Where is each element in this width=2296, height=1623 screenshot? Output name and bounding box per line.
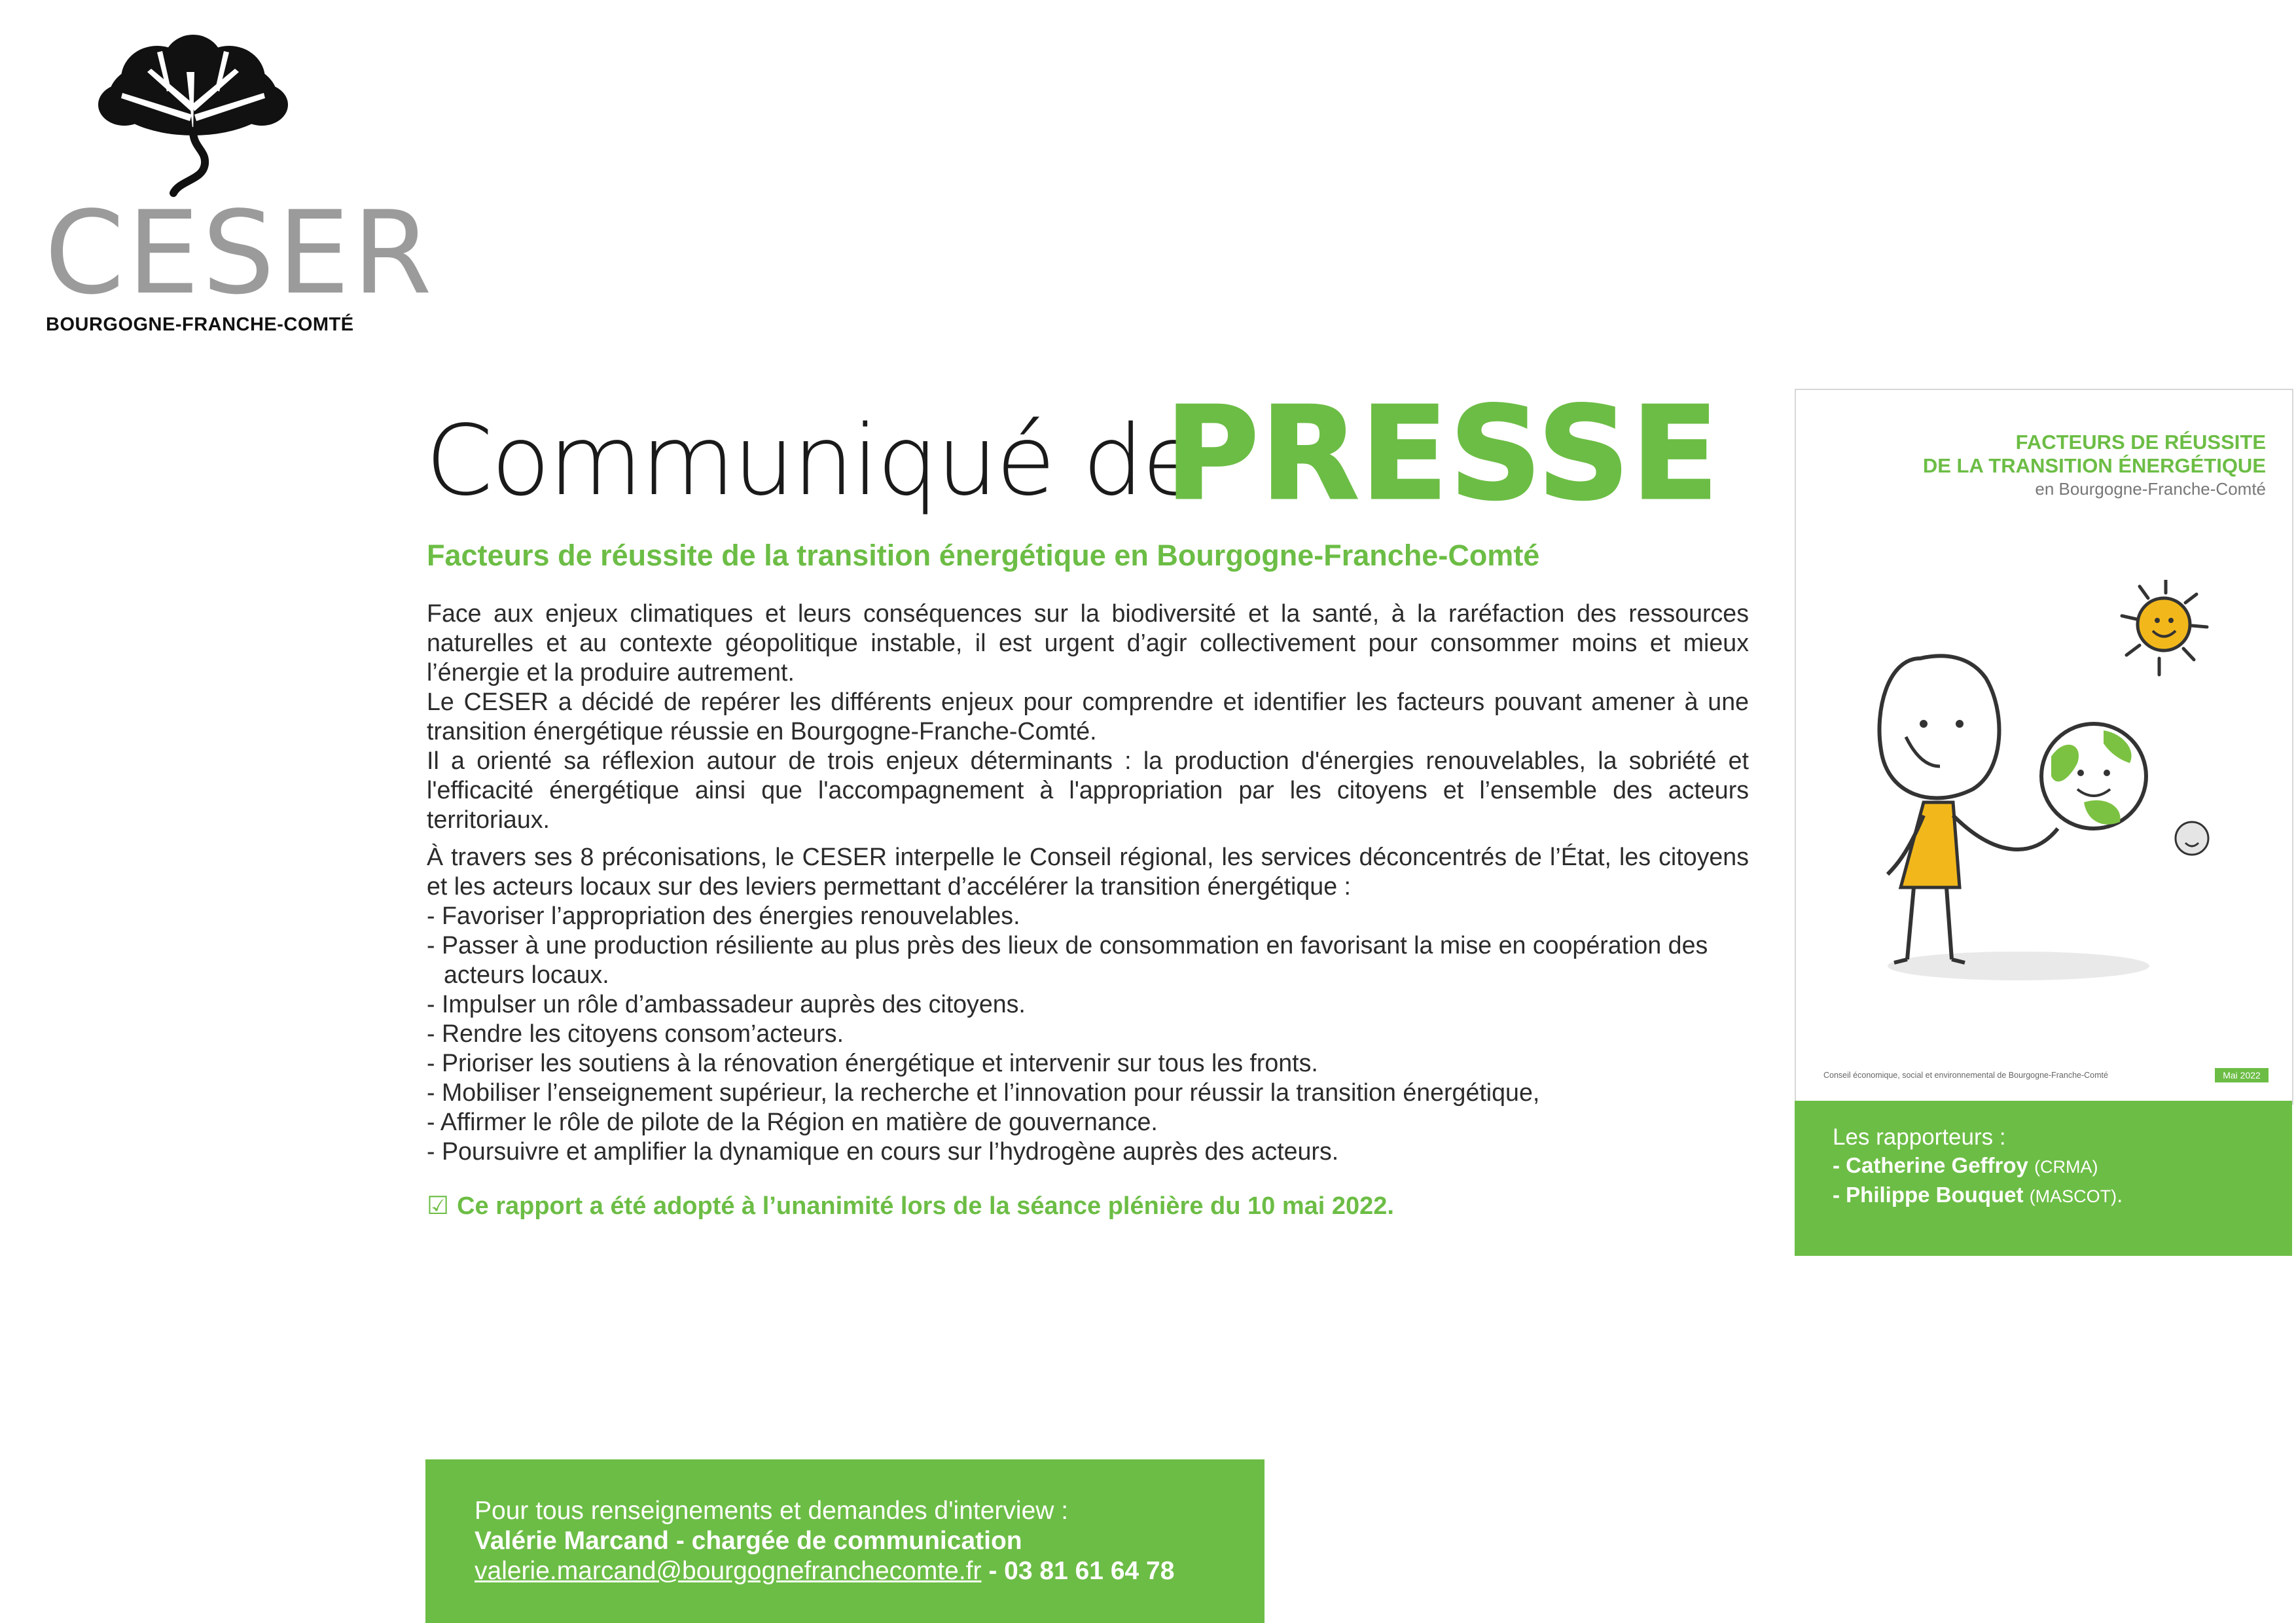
adoption-text: Ce rapport a été adopté à l’unanimité lors de la séance plénière du 10 mai 2022. bbox=[457, 1192, 1394, 1220]
tree-logo-icon bbox=[95, 33, 291, 203]
rapporteur-org: (CRMA) bbox=[2034, 1157, 2098, 1177]
body-paragraph: Il a orienté sa réflexion autour de trois enjeux déterminants : la production d'énergies renouvelables, la sobriété et l'efficacité énergétique ainsi que l'accompagnement à l'appropriation par les citoyens et l’ensemble des acteurs territoriaux. bbox=[427, 747, 1749, 833]
adoption-note bbox=[427, 1191, 1394, 1221]
recommendations-list bbox=[427, 901, 1749, 1166]
body-paragraph: Le CESER a décidé de repérer les différents enjeux pour comprendre et identifier les facteurs pouvant amener à une transition énergétique réussie en Bourgogne-Franche-Comté. bbox=[427, 688, 1749, 745]
rapporteur-item bbox=[1833, 1183, 2123, 1207]
rapporteurs-label: Les rapporteurs : bbox=[1833, 1124, 2006, 1150]
cover-title-line2: DE LA TRANSITION ÉNERGÉTIQUE bbox=[1922, 454, 2266, 477]
stick-figure-globe-illustration-icon bbox=[1861, 580, 2228, 986]
title-prefix: Communiqué de bbox=[425, 404, 1200, 517]
body-paragraph: Face aux enjeux climatiques et leurs conséquences sur la biodiversité et la santé, à la raréfaction des ressources naturelles et au contexte géopolitique instable, il est urgent d’agir collectivement pour consommer moins et mieux l’énergie et la produire autrement. bbox=[427, 599, 1749, 686]
list-item: - Impulser un rôle d’ambassadeur auprès des citoyens. bbox=[427, 990, 1026, 1018]
rapporteur-org: (MASCOT) bbox=[2029, 1186, 2117, 1206]
cover-subtitle: en Bourgogne-Franche-Comté bbox=[2035, 479, 2266, 499]
rapporteur-name: - Philippe Bouquet bbox=[1833, 1183, 2024, 1207]
contact-person: Valérie Marcand - chargée de communication bbox=[475, 1527, 1022, 1555]
contact-phone: 03 81 61 64 78 bbox=[1004, 1557, 1175, 1585]
contact-email-link[interactable]: valerie.marcand@bourgognefranchecomte.fr bbox=[475, 1557, 982, 1585]
press-release-body bbox=[427, 599, 1749, 1166]
page-title bbox=[425, 380, 1800, 529]
rapporteur-item bbox=[1833, 1153, 2098, 1178]
body-paragraph: À travers ses 8 préconisations, le CESER interpelle le Conseil régional, les services déconcentrés de l’État, les citoyens et les acteurs locaux sur des leviers permettant d’accélérer la transition énergétique : bbox=[427, 843, 1749, 900]
rapporteur-suffix: . bbox=[2117, 1183, 2123, 1207]
report-cover[interactable] bbox=[1795, 389, 2292, 1256]
contact-intro: Pour tous renseignements et demandes d'interview : bbox=[475, 1497, 1069, 1525]
list-item: - Affirmer le rôle de pilote de la Région en matière de gouvernance. bbox=[427, 1108, 1158, 1135]
contact-box bbox=[425, 1459, 1265, 1623]
list-item: - Mobiliser l’enseignement supérieur, la recherche et l’innovation pour réussir la transition énergétique, bbox=[427, 1079, 1540, 1106]
ceser-region: BOURGOGNE-FRANCHE-COMTÉ bbox=[46, 314, 354, 335]
list-item: - Passer à une production résiliente au plus près des lieux de consommation en favorisant la mise en coopération des acteurs locaux. bbox=[427, 931, 1708, 988]
cover-page bbox=[1795, 389, 2293, 1105]
cover-footer: Conseil économique, social et environnemental de Bourgogne-Franche-Comté bbox=[1823, 1071, 2108, 1080]
cover-date: Mai 2022 bbox=[2215, 1068, 2269, 1082]
contact-separator: - bbox=[981, 1557, 1005, 1585]
list-item: - Prioriser les soutiens à la rénovation énergétique et intervenir sur tous les fronts. bbox=[427, 1049, 1318, 1077]
cover-title-line1: FACTEURS DE RÉUSSITE bbox=[2015, 431, 2266, 454]
list-item: - Poursuivre et amplifier la dynamique en cours sur l’hydrogène auprès des acteurs. bbox=[427, 1137, 1339, 1165]
report-subtitle: Facteurs de réussite de la transition énergétique en Bourgogne-Franche-Comté bbox=[427, 539, 1540, 572]
list-item: - Favoriser l’appropriation des énergies renouvelables. bbox=[427, 902, 1020, 929]
list-item: - Rendre les citoyens consom’acteurs. bbox=[427, 1020, 844, 1047]
ceser-logo bbox=[39, 33, 435, 335]
title-emphasis: PRESSE bbox=[1165, 380, 1720, 529]
checkbox-icon: ☑ bbox=[427, 1192, 450, 1220]
ceser-wordmark: CESER bbox=[45, 187, 435, 320]
rapporteurs-panel bbox=[1795, 1101, 2292, 1256]
rapporteur-name: - Catherine Geffroy bbox=[1833, 1153, 2028, 1177]
contact-details bbox=[475, 1557, 1174, 1586]
